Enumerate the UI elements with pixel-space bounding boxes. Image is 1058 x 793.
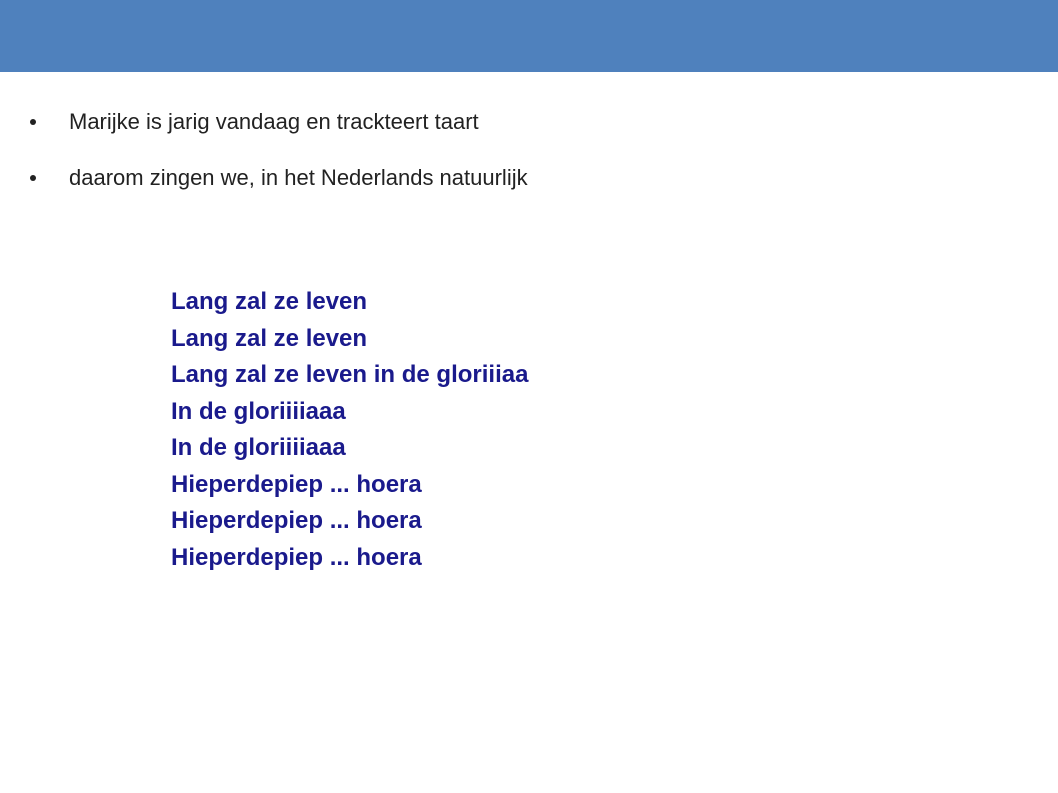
lyric-line: Lang zal ze leven xyxy=(171,288,368,315)
bullet-item xyxy=(30,160,528,195)
song-lyrics xyxy=(171,284,528,576)
lyric-line: Hieperdepiep ... hoera xyxy=(171,470,422,498)
lyric-line: Hieperdepiep ... hoera xyxy=(171,507,422,534)
bullet-text: daarom zingen we, in het Nederlands natuurlijk xyxy=(69,165,528,190)
bullet-list xyxy=(30,104,528,216)
bullet-dot-icon xyxy=(30,175,36,181)
lyric-line: Lang zal ze leven xyxy=(171,324,368,352)
header-bar xyxy=(0,0,1058,72)
lyric-line: Hieperdepiep ... hoera xyxy=(171,543,422,571)
bullet-text: Marijke is jarig vandaag en trackteert taart xyxy=(69,109,479,134)
bullet-dot-icon xyxy=(30,119,36,125)
bullet-item xyxy=(30,104,528,139)
lyric-line: In de gloriiiiaaa xyxy=(171,397,346,425)
lyric-line: In de gloriiiiaaa xyxy=(171,434,346,461)
lyric-line: Lang zal ze leven in de gloriiiaa xyxy=(171,361,529,388)
